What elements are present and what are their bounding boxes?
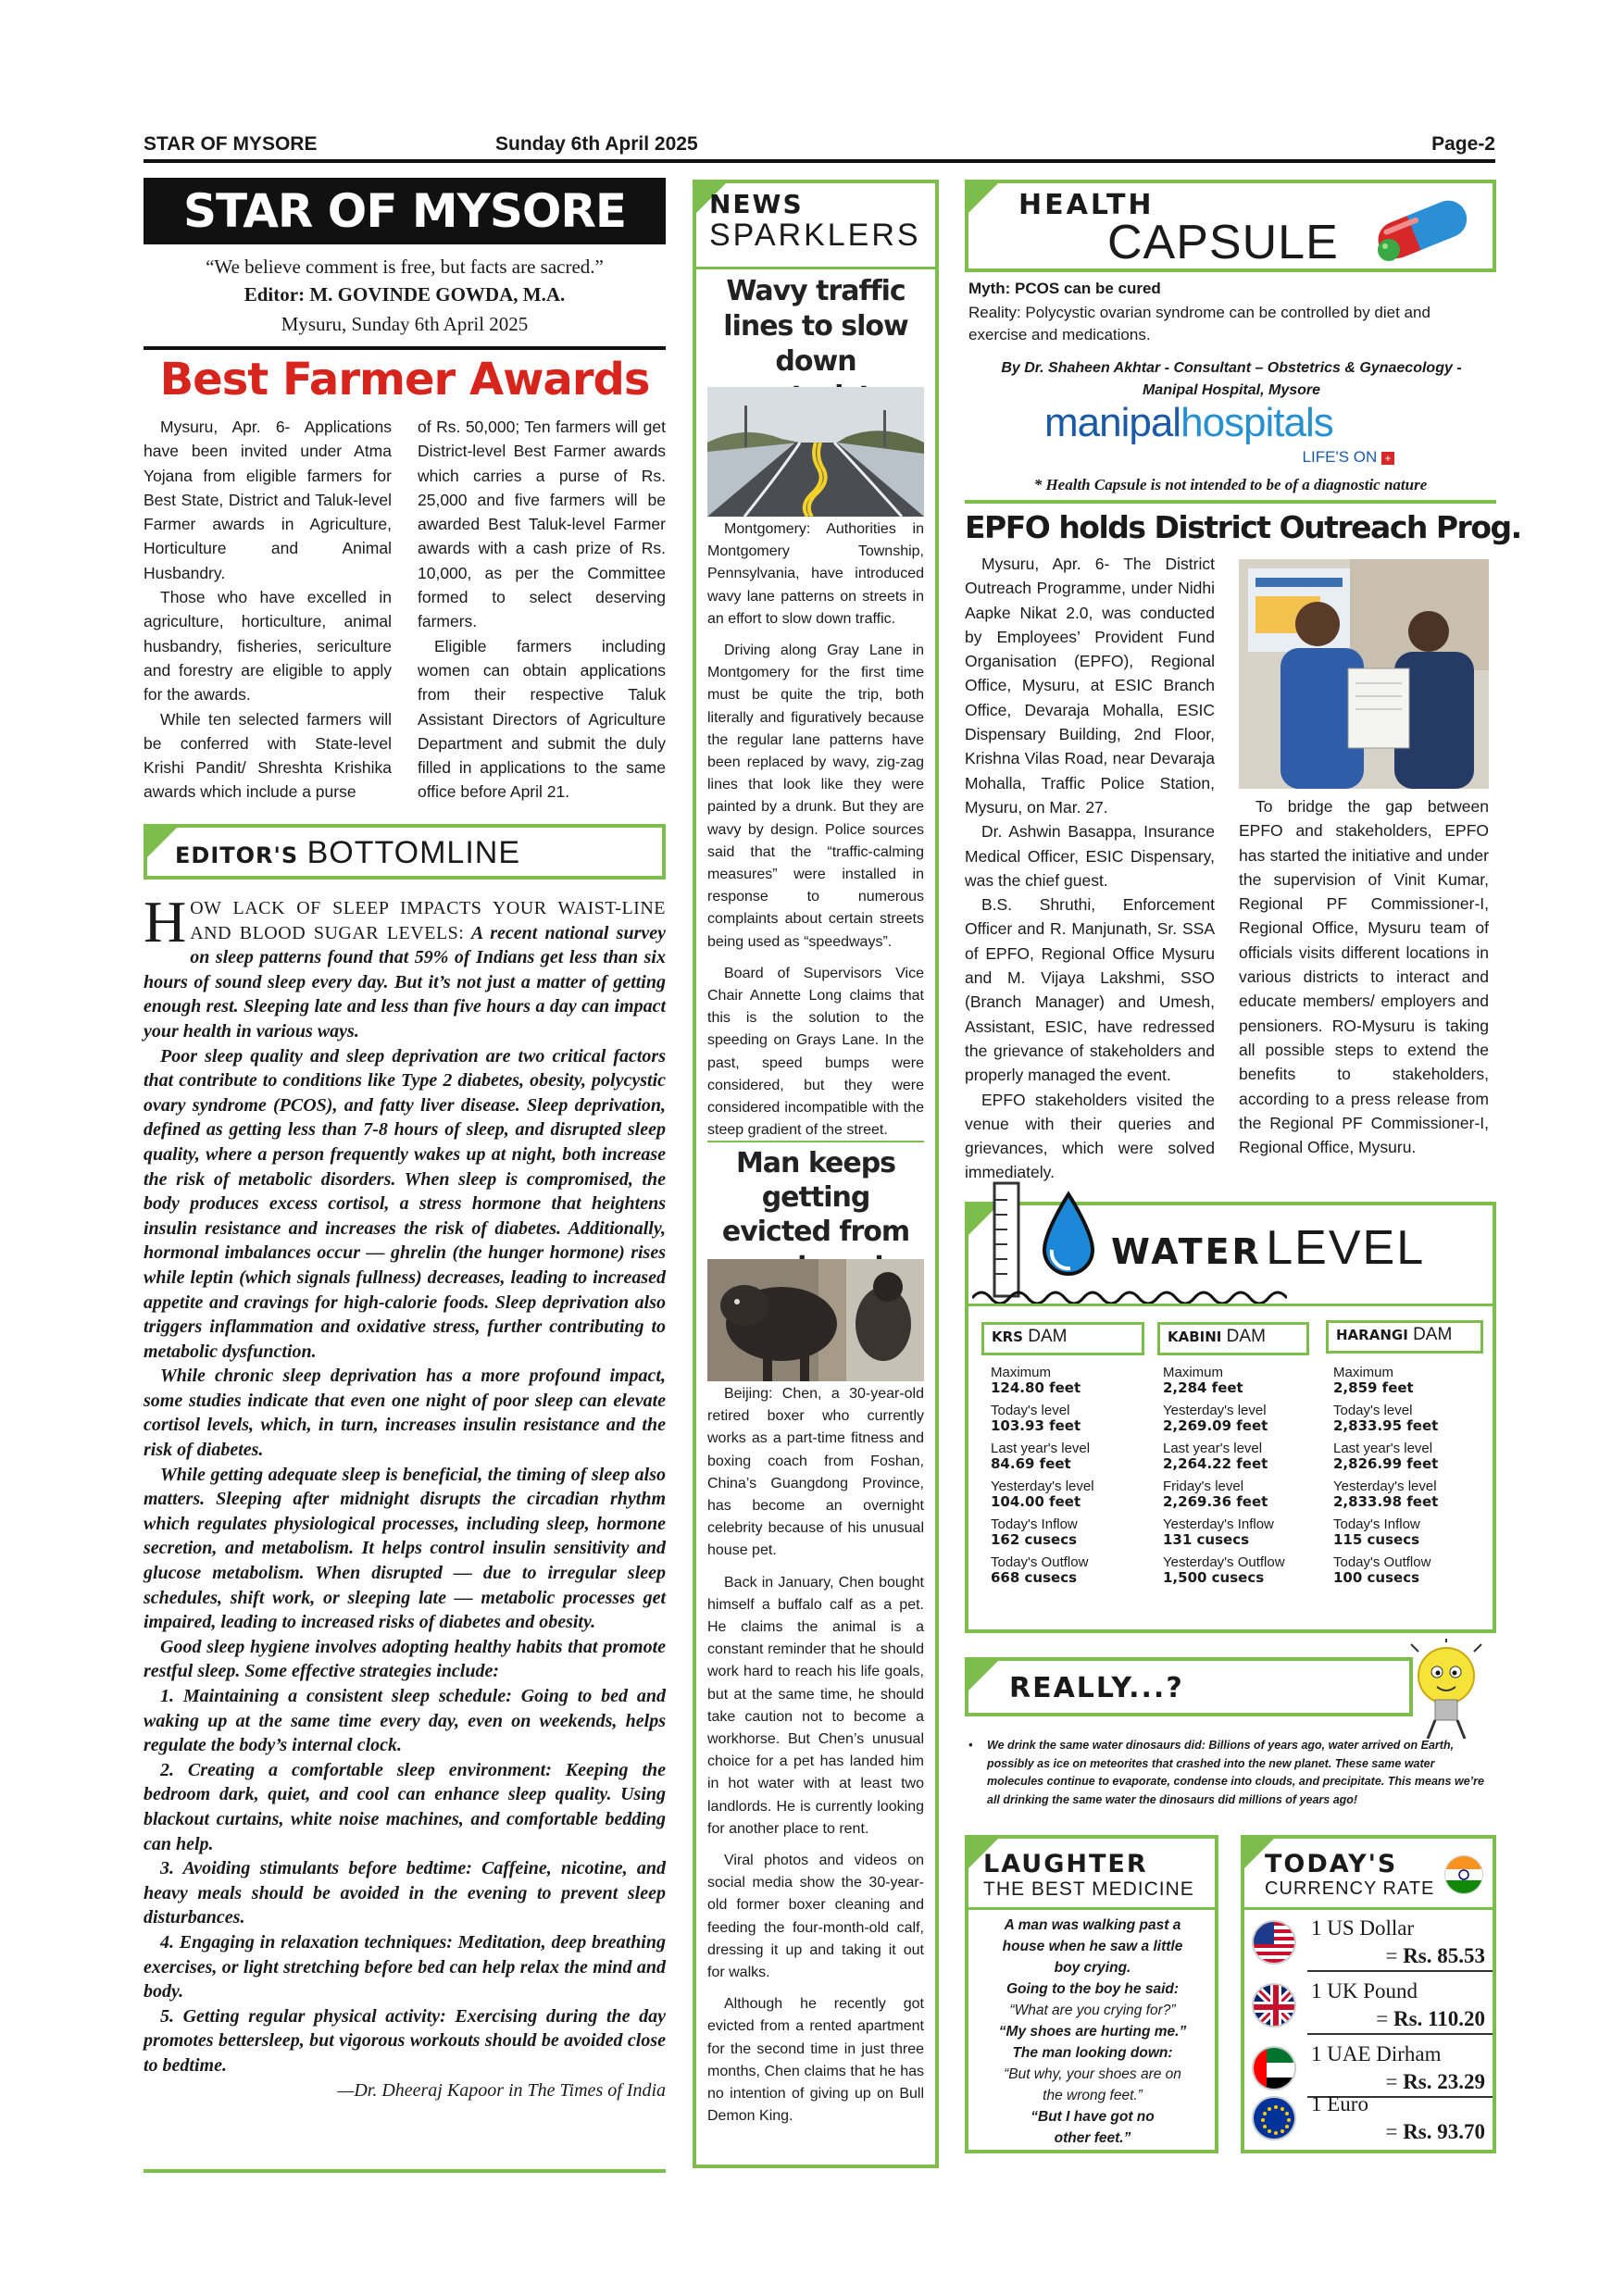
- dam-label: Today's Outflow: [1333, 1554, 1431, 1570]
- epfo-column-1: [965, 552, 1215, 1185]
- best-farmer-paragraph: While ten selected farmers will be conferred with State-level Krishi Pandit/ Shreshta Krishika awards which include a purse: [144, 709, 392, 802]
- dam-value: 2,833.95 feet: [1333, 1417, 1439, 1434]
- story-divider: [707, 1141, 924, 1142]
- dam-label: Today's Outflow: [991, 1554, 1089, 1570]
- krs-name: DAM: [1028, 1327, 1068, 1346]
- currency-row: [1252, 2092, 1493, 2152]
- bottomline-byline: —Dr. Dheeraj Kapoor in The Times of India: [337, 2079, 666, 2101]
- wavy-lines-paragraph: Driving along Gray Lane in Montgomery for the first time must be quite the trip, both literally and figuratively because the regular lane patterns have been replaced by wavy, zig-zag lines that look like they were painted by a drunk. But they are wavy by design. Police sources said that the “traffic-calming measures” were installed in response to numerous complaints about certain streets being used as “speedways”.: [707, 643, 924, 950]
- bottomline-paragraph: 5. Getting regular physical activity: Exercising during the day promotes bettersleep, but vigorous workouts should be avoided close to bedtime.: [144, 2005, 666, 2076]
- joke-line: “What are you crying for?”: [1009, 2003, 1176, 2018]
- news-label-text: SPARKLERS: [709, 218, 921, 253]
- corner-tab: [965, 1657, 1002, 1694]
- dam-label: Yesterday's Outflow: [1163, 1554, 1285, 1570]
- dam-label: Yesterday's level: [991, 1479, 1094, 1494]
- laughter-label-bold: LAUGHTER: [983, 1850, 1148, 1878]
- currency-equals: =: [1385, 2070, 1398, 2093]
- bottomline-lead-rest: A recent national survey on sleep patterns found that 59% of Indians get less than six hours of sound sleep every day. But it’s not just a matter of getting enough rest. Sleeping late and less than five hours a day can impact your health in various ways.: [144, 922, 666, 1042]
- laughter-rule: [968, 1907, 1215, 1910]
- masthead-rule: [144, 346, 666, 350]
- lightbulb-icon: [1407, 1639, 1485, 1741]
- krs-dam-title: [981, 1322, 1144, 1355]
- currency-value: [1376, 2007, 1485, 2031]
- really-label-box: [965, 1657, 1413, 1716]
- health-myth: Myth: PCOS can be cured: [968, 280, 1161, 297]
- wavy-lines-headline: Wavy traffic lines to slow down: [723, 275, 908, 378]
- dam-value: 2,833.98 feet: [1333, 1493, 1439, 1510]
- currency-unit: 1 Euro: [1311, 2092, 1368, 2115]
- currency-amount: Rs. 110.20: [1393, 2007, 1485, 2030]
- currency-label-text: CURRENCY RATE: [1265, 1878, 1435, 1899]
- bottomline-rule: [144, 2169, 666, 2173]
- manipal-tagline-text: LIFE'S ON: [1302, 448, 1378, 466]
- health-label-text: CAPSULE: [1107, 216, 1339, 269]
- dam-value: 124.80 feet: [991, 1379, 1081, 1396]
- water-gauge-icon: [987, 1181, 1117, 1302]
- joke-line: “But I have got no other feet.”: [1031, 2109, 1155, 2146]
- currency-row: [1252, 1979, 1493, 2039]
- dam-value: 115 cusecs: [1333, 1531, 1420, 1548]
- news-sparklers-label-rule: [696, 267, 935, 269]
- header-paper-name: STAR OF MYSORE: [144, 133, 318, 155]
- manipal-logo-part-2: hospitals: [1181, 400, 1333, 445]
- bottomline-paragraph: While chronic sleep deprivation has a more profound impact, some studies indicate that even one night of poor sleep can elevate cortisol levels, which, in turn, increases insulin resistance and the risk of diabetes.: [144, 1366, 666, 1461]
- dam-label: Maximum: [1333, 1365, 1394, 1380]
- header-date: Sunday 6th April 2025: [495, 133, 698, 155]
- evicted-paragraph: Beijing: Chen, a 30-year-old retired boxer who currently works as a part-time fitness and boxing coach from Foshan, China’s Guangdong Province, has become an overnight celebrity because of his unusual house pet.: [707, 1386, 924, 1559]
- dam-label: Last year's level: [1333, 1441, 1433, 1456]
- bottomline-drop-cap: H: [144, 889, 187, 955]
- water-level-label: [1111, 1220, 1425, 1276]
- really-body: We drink the same water dinosaurs did: Billions of years ago, water arrived on Earth, possibly as ice on meteorites that crashed into the new planet. These same water molecules continue to evaporate, condense into clouds, and precipitate. This means we’re all drinking the same water the dinosaurs did millions of years ago!: [987, 1739, 1484, 1806]
- currency-value: [1385, 2120, 1485, 2144]
- currency-amount: Rs. 23.29: [1403, 2070, 1485, 2093]
- dam-label: Last year's level: [991, 1441, 1091, 1456]
- uae-flag-icon: [1252, 2046, 1296, 2090]
- eu-flag-icon: [1252, 2096, 1296, 2140]
- currency-equals: =: [1385, 1944, 1398, 1967]
- krs-name-bold: KRS: [992, 1329, 1023, 1345]
- water-divider: [968, 1304, 1493, 1306]
- health-byline: By Dr. Shaheen Akhtar - Consultant – Obstetrics & Gynaecology - Manipal Hospital, Mysore: [1001, 360, 1462, 398]
- manipal-logo-part-1: manipal: [1044, 400, 1181, 445]
- dam-label: Today's Inflow: [1333, 1516, 1420, 1532]
- best-farmer-column-1: [144, 415, 392, 805]
- joke-line: Going to the boy he said:: [1006, 1981, 1179, 1997]
- epfo-photo-image: [1239, 559, 1489, 789]
- buffalo-image: [707, 1259, 924, 1381]
- bottomline-article: [144, 889, 666, 2103]
- epfo-photo: [1239, 559, 1489, 789]
- currency-value: [1385, 1944, 1485, 1968]
- dam-value: 2,859 feet: [1333, 1379, 1414, 1396]
- dam-label: Friday's level: [1163, 1479, 1244, 1494]
- dam-value: 2,269.36 feet: [1163, 1493, 1268, 1510]
- bottomline-paragraph: Poor sleep quality and sleep deprivation are two critical factors that contribute to conditions like Type 2 diabetes, obesity, polycystic ovary syndrome (PCOS), and fatty liver disease. Sleep deprivation, defined as getting less than 7-8 hours of sleep, and disrupted sleep quality, where a person frequently wakes up at night, both increase the risk of metabolic disorders. When sleep is compromised, the body produces excess cortisol, a stress hormone that heightens insulin resistance and increases the risk of diabetes. Additionally, hormonal imbalances occur — ghrelin (the hunger hormone) rises while leptin (which signals fullness) decreases, leading to increased appetite and cravings for high-calorie foods. Sleep deprivation also triggers inflammation and oxidative stress, further contributing to metabolic dysfunction.: [144, 1045, 666, 1362]
- currency-label: [1265, 1850, 1434, 1900]
- epfo-paragraph: To bridge the gap between EPFO and stakeholders, EPFO has started the initiative and under the supervision of Vinit Kumar, Regional PF Commissioner-I, Regional Office, Mysuru team of officials visits different locations in various districts to interact and educate members/ employers and pensioners. RO-Mysuru is taking all possible steps to extend the benefits to stakeholders, according to a press release from the Regional PF Commissioner-I, Regional Office, Mysuru.: [1239, 797, 1489, 1157]
- masthead-editor: Editor: M. GOVINDE GOWDA, M.A.: [244, 283, 566, 306]
- manipal-logo: [1044, 400, 1415, 474]
- currency-label-bold: TODAY'S: [1265, 1850, 1398, 1878]
- best-farmer-paragraph: Eligible farmers including women can obtain applications from their respective Taluk Assistant Directors of Agriculture Department and submit the duly filled in applications to the same office before April 21.: [418, 636, 666, 802]
- dam-label: Maximum: [1163, 1365, 1224, 1380]
- evicted-paragraph: Viral photos and videos on social media show the 30-year-old former boxer cleaning and feeding the four-month-old calf, dressing it up and taking it out for walks.: [707, 1853, 924, 1981]
- dam-value: 2,264.22 feet: [1163, 1455, 1268, 1472]
- dam-value: 131 cusecs: [1163, 1531, 1250, 1548]
- currency-unit: 1 UAE Dirham: [1311, 2042, 1442, 2065]
- bottomline-paragraph: While getting adequate sleep is beneficial, the timing of sleep also matters. Sleeping after midnight disrupts the circadian rhythm which regulates physiological processes, including sleep, hormone secretion, and metabolism. It helps control insulin sensitivity and glucose metabolism. When disrupted — due to irregular sleep schedules, shift work, or sleeping late — metabolic processes get impaired, leading to increased risks of diabetes and obesity.: [144, 1464, 666, 1633]
- krs-dam-readings: [991, 1365, 1148, 1592]
- bottomline-paragraph: 1. Maintaining a consistent sleep schedule: Going to bed and waking up at the same time every day, even on weekends, helps regulate the body’s internal clock.: [144, 1686, 666, 1756]
- kabini-dam-title: [1157, 1322, 1309, 1355]
- dam-value: 103.93 feet: [991, 1417, 1081, 1434]
- wavy-lines-paragraph: Board of Supervisors Vice Chair Annette Long claims that this is the solution to the speeding on Grays Lane. In the past, speed bumps were considered, but they were considered incompatible with the steep gradient of the street.: [707, 965, 924, 1139]
- wavy-lines-paragraph: Montgomery: Authorities in Montgomery Township, Pennsylvania, have introduced wavy lane patterns on streets in an effort to slow down traffic.: [707, 521, 924, 627]
- header-page-number: Page-2: [1431, 133, 1495, 155]
- currency-row-rule: [1307, 1970, 1493, 1972]
- dam-label: Maximum: [991, 1365, 1052, 1380]
- bottomline-lead-paragraph: [144, 889, 666, 1044]
- best-farmer-column-2: [418, 415, 666, 805]
- health-rule: [965, 500, 1496, 504]
- dam-label: Today's level: [1333, 1403, 1413, 1418]
- plus-icon: +: [1381, 452, 1394, 465]
- masthead-dateline: Mysuru, Sunday 6th April 2025: [281, 313, 529, 335]
- uk-flag-icon: [1252, 1983, 1296, 2028]
- really-label: REALLY...?: [1009, 1672, 1184, 1704]
- health-disclaimer: * Health Capsule is not intended to be of a diagnostic nature: [1033, 476, 1428, 493]
- currency-row: [1252, 1916, 1493, 1976]
- health-label-bold: HEALTH: [1018, 189, 1155, 221]
- bottomline-label-box: [144, 824, 666, 880]
- dam-value: 2,269.09 feet: [1163, 1417, 1268, 1434]
- pill-capsule-icon: [1357, 183, 1496, 272]
- water-label-text: LEVEL: [1266, 1221, 1426, 1275]
- evicted-story: [707, 1383, 924, 2138]
- currency-amount: Rs. 85.53: [1403, 1944, 1485, 1967]
- evicted-headline: Man keeps getting evicted from: [721, 1147, 910, 1248]
- epfo-paragraph: B.S. Shruthi, Enforcement Officer and R. Manjunath, Sr. SSA of EPFO, Regional Office Mysuru and M. Vijaya Lakshmi, SSO (Branch Manager) and Umesh, Assistant, ESIC, have redressed the grievance of stakeholders and properly managed the event.: [965, 895, 1215, 1085]
- wavy-road-photo: [707, 387, 924, 517]
- joke-line: “But why, your shoes are on the wrong feet.”: [1004, 2066, 1181, 2103]
- us-flag-icon: [1252, 1920, 1296, 1965]
- manipal-tagline: [1303, 448, 1394, 467]
- dam-label: Yesterday's level: [1163, 1403, 1267, 1418]
- bullet-icon: •: [968, 1739, 973, 1752]
- evicted-paragraph: Although he recently got evicted from a rented apartment for the second time in just three months, Chen claims that he has no intention of giving up on Bull Demon King.: [707, 1996, 924, 2125]
- bottomline-paragraph: 4. Engaging in relaxation techniques: Meditation, deep breathing exercises, or light stretching before bed can help relax the mind and body.: [144, 1931, 666, 2003]
- dam-value: 1,500 cusecs: [1163, 1569, 1265, 1586]
- really-text: [968, 1737, 1493, 1809]
- dam-label: Yesterday's level: [1333, 1479, 1437, 1494]
- kabini-dam-readings: [1163, 1365, 1330, 1592]
- dam-value: 100 cusecs: [1333, 1569, 1420, 1586]
- india-flag-icon: [1444, 1855, 1483, 1894]
- water-label-bold: WATER: [1111, 1231, 1262, 1272]
- dam-label: Last year's level: [1163, 1441, 1263, 1456]
- currency-rule: [1244, 1907, 1493, 1910]
- laughter-label: [983, 1850, 1209, 1901]
- header-rule: [144, 159, 1495, 163]
- evicted-paragraph: Back in January, Chen bought himself a buffalo calf as a pet. He claims the animal is a constant reminder that he should work hard to reach his life goals, but at the same time, he should take caution not to become a workhorse. But Chen’s unusual choice for a pet has landed him in hot water with at least two landlords. He is currently looking for another place to rent.: [707, 1574, 924, 1837]
- bottomline-paragraph: Good sleep hygiene involves adopting healthy habits that promote restful sleep. Some effective strategies include:: [144, 1636, 666, 1682]
- best-farmer-headline: Best Farmer Awards: [159, 354, 650, 406]
- epfo-paragraph: EPFO stakeholders visited the venue with their queries and grievances, which were solved immediately.: [965, 1090, 1215, 1182]
- currency-value: [1385, 2070, 1485, 2094]
- currency-unit: 1 UK Pound: [1311, 1979, 1418, 2003]
- dam-value: 668 cusecs: [991, 1569, 1078, 1586]
- kabini-name: DAM: [1226, 1327, 1266, 1346]
- dam-label: Today's level: [991, 1403, 1070, 1418]
- bottomline-lead-caps: OW LACK OF SLEEP IMPACTS YOUR WAIST-LINE AND BLOOD SUGAR LEVELS:: [190, 898, 666, 943]
- buffalo-photo: [707, 1259, 924, 1381]
- news-sparklers-label: [709, 189, 931, 254]
- epfo-paragraph: Dr. Ashwin Basappa, Insurance Medical Officer, ESIC Dispensary, was the chief guest.: [965, 822, 1215, 890]
- currency-amount: Rs. 93.70: [1403, 2120, 1485, 2143]
- harangi-dam-title: [1326, 1320, 1483, 1354]
- bottomline-paragraph: 3. Avoiding stimulants before bedtime: Caffeine, nicotine, and heavy meals should be avoided in the evening to prevent sleep disturbances.: [144, 1858, 666, 1928]
- masthead-banner: [144, 178, 666, 244]
- dam-value: 162 cusecs: [991, 1531, 1078, 1548]
- currency-equals: =: [1385, 2120, 1398, 2143]
- health-reality: Reality: Polycystic ovarian syndrome can be controlled by diet and exercise and medications.: [968, 304, 1430, 343]
- bottomline-paragraph: 2. Creating a comfortable sleep environment: Keeping the bedroom dark, quiet, and cool can enhance sleep quality. Using blackout curtains, white noise machines, and comfortable bedding can help.: [144, 1759, 666, 1854]
- masthead-motto: “We believe comment is free, but facts are sacred.”: [206, 256, 604, 278]
- masthead-title: STAR OF MYSORE: [182, 184, 627, 238]
- best-farmer-paragraph: of Rs. 50,000; Ten farmers will get District-level Best Farmer awards which carries a purse of Rs. 25,000 and five farmers will be awarded Best Taluk-level Farmer awards with a cash prize of Rs. 10,000, as per the Committee formed to select deserving farmers.: [418, 418, 666, 631]
- joke-line: A man was walking past a house when he saw a little boy crying.: [1002, 1917, 1183, 1976]
- laughter-label-text: THE BEST MEDICINE: [983, 1878, 1194, 1900]
- currency-equals: =: [1376, 2007, 1389, 2030]
- harangi-dam-readings: [1333, 1365, 1491, 1592]
- wavy-lines-story: [707, 518, 924, 1151]
- wavy-road-image: [707, 387, 924, 517]
- epfo-column-2: [1239, 794, 1489, 1159]
- bottomline-label: [175, 835, 520, 871]
- dam-value: 104.00 feet: [991, 1493, 1081, 1510]
- bottomline-label-text: BOTTOMLINE: [306, 835, 520, 870]
- news-label-bold: NEWS: [709, 189, 804, 219]
- joke-line: “My shoes are hurting me.”: [998, 2024, 1187, 2040]
- best-farmer-paragraph: Mysuru, Apr. 6- Applications have been invited under Atma Yojana from eligible farmers for Best State, District and Taluk-level Farmer awards in Agriculture, Horticulture and Animal Husbandry.: [144, 418, 392, 582]
- dam-value: 84.69 feet: [991, 1455, 1071, 1472]
- dam-label: Yesterday's Inflow: [1163, 1516, 1274, 1532]
- dam-label: Today's Inflow: [991, 1516, 1078, 1532]
- epfo-headline: EPFO holds District Outreach Prog.: [965, 509, 1521, 545]
- bottomline-label-bold: EDITOR'S: [175, 842, 299, 868]
- harangi-name-bold: HARANGI: [1336, 1327, 1408, 1343]
- currency-unit: 1 US Dollar: [1311, 1916, 1415, 1940]
- corner-tab: [965, 180, 1002, 217]
- dam-value: 2,826.99 feet: [1333, 1455, 1439, 1472]
- laughter-joke: [981, 1915, 1204, 2149]
- best-farmer-paragraph: Those who have excelled in agriculture, horticulture, animal husbandry, fisheries, sericulture and forestry are eligible to apply for the awards.: [144, 588, 392, 705]
- kabini-name-bold: KABINI: [1168, 1329, 1222, 1345]
- currency-row-rule: [1307, 2033, 1493, 2035]
- dam-value: 2,284 feet: [1163, 1379, 1243, 1396]
- harangi-name: DAM: [1413, 1325, 1453, 1344]
- epfo-paragraph: Mysuru, Apr. 6- The District Outreach Programme, under Nidhi Aapke Nikat 2.0, was conducted by Employees’ Provident Fund Organisation (EPFO), Regional Office, Mysuru, at ESIC Branch Office, Devaraja Mohalla, ESIC Dispensary Building, 2nd Floor, Krishna Vilas Road, near Devaraja Mohalla, Traffic Police Station, Mysuru, on Mar. 27.: [965, 555, 1215, 817]
- joke-line: The man looking down:: [1012, 2045, 1173, 2061]
